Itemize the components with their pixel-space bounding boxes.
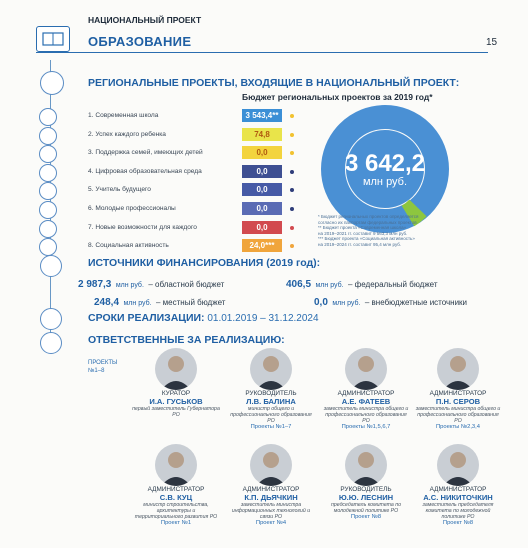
project-icon: [39, 182, 57, 200]
project-value: 0,0: [242, 183, 282, 196]
person-card: [132, 444, 220, 526]
project-dot: [290, 226, 294, 230]
project-label: 4. Цифровая образовательная среда: [88, 167, 202, 175]
person-card: [414, 348, 502, 430]
calendar-icon: [40, 308, 62, 330]
avatar: [250, 348, 292, 390]
project-label: 5. Учитель будущего: [88, 186, 151, 194]
terms: [88, 312, 319, 324]
project-dot: [290, 133, 294, 137]
project-dot: [290, 207, 294, 211]
project-icon: [39, 238, 57, 256]
person-desc: заместитель председателя комитета по молодежной политике РО: [422, 502, 494, 520]
avatar: [155, 444, 197, 486]
project-value: 3 543,4**: [242, 109, 282, 122]
funding-unit: млн руб.: [315, 282, 344, 289]
project-icon: [39, 164, 57, 182]
projects-range: №1–8: [88, 368, 105, 374]
responsible-title: ОТВЕТСТВЕННЫЕ ЗА РЕАЛИЗАЦИЮ:: [88, 334, 285, 346]
person-projects: Проекты №1–7: [250, 424, 292, 430]
header-divider: [36, 52, 488, 53]
regional-title: РЕГИОНАЛЬНЫЕ ПРОЕКТЫ, ВХОДЯЩИЕ В НАЦИОНАЛЬНЫЙ ПРОЕКТ:: [88, 77, 460, 89]
project-value: 0,0: [242, 221, 282, 234]
person-role: РУКОВОДИТЕЛЬ: [340, 486, 392, 493]
project-icon: [39, 145, 57, 163]
avatar: [345, 444, 387, 486]
project-value: 0,0: [242, 165, 282, 178]
funding-num: 2 987,3: [78, 279, 112, 290]
person-name: А.Е. ФАТЕЕВ: [341, 397, 391, 406]
funding-unit: млн руб.: [332, 300, 361, 307]
funding-item: [286, 274, 438, 292]
project-value: 74,8: [242, 128, 282, 141]
project-dot: [290, 188, 294, 192]
project-label: 1. Современная школа: [88, 112, 159, 119]
person-role: АДМИНИСТРАТОР: [337, 390, 395, 397]
person-card: [132, 348, 220, 418]
project-label: 3. Поддержка семей, имеющих детей: [88, 149, 203, 157]
footnote: *** Бюджет проекта «Социальная активность»: [318, 236, 415, 241]
funding-text: – внебюджетные источники: [364, 298, 468, 307]
footnote: согласно их паспортам федеральных проектов: [318, 219, 417, 225]
person-desc: заместитель министра общего и профессионального образования РО: [415, 406, 501, 424]
page-number: 15: [486, 37, 498, 48]
person-projects: Проекты №2,3,4: [436, 424, 480, 430]
person-desc: председатель комитета по молодежной политике РО: [331, 502, 401, 514]
footnote: * Бюджет региональных проектов определяется: [318, 214, 419, 219]
project-dot: [290, 151, 294, 155]
project-icon: [39, 220, 57, 238]
person-role: АДМИНИСТРАТОР: [242, 486, 300, 493]
person-role: РУКОВОДИТЕЛЬ: [245, 390, 297, 397]
funding-num: 406,5: [286, 279, 312, 290]
project-label: 6. Молодые профессионалы: [88, 205, 176, 212]
person-card: [227, 444, 315, 526]
person-name: С.В. КУЦ: [159, 493, 193, 502]
project-label: 2. Успех каждого ребенка: [88, 130, 166, 138]
avatar: [437, 444, 479, 486]
person-name: К.П. ДЬЯЧКИН: [244, 493, 298, 502]
footnote: на 2019–2024 гг. составит 95,4 млн руб.: [318, 241, 402, 247]
terms-label: СРОКИ РЕАЛИЗАЦИИ:: [88, 312, 205, 324]
people-icon: [40, 332, 62, 354]
projects-label: ПРОЕКТЫ: [88, 360, 118, 366]
avatar: [437, 348, 479, 390]
project-label: 7. Новые возможности для каждого: [88, 223, 197, 231]
person-projects: Проекты №1,5,6,7: [341, 424, 391, 430]
funding-text: – федеральный бюджет: [348, 280, 438, 289]
person-role: КУРАТОР: [161, 390, 191, 397]
header-icon: [36, 26, 70, 52]
coins-icon: [40, 255, 62, 277]
person-role: АДМИНИСТРАТОР: [147, 486, 205, 493]
funding-title: ИСТОЧНИКИ ФИНАНСИРОВАНИЯ (2019 год):: [88, 257, 321, 269]
project-dot: [290, 114, 294, 118]
person-projects: Проект №8: [350, 514, 382, 520]
page-title: ОБРАЗОВАНИЕ: [88, 34, 192, 49]
avatar: [250, 444, 292, 486]
project-value: 0,0: [242, 146, 282, 159]
person-projects: Проект №8: [442, 520, 474, 526]
person-desc: заместитель министра общего и профессионального образования РО: [323, 406, 409, 424]
total-value: 3 642,2: [344, 150, 426, 177]
funding-item: [314, 292, 467, 310]
donut-center: [332, 150, 438, 188]
funding-text: – областной бюджет: [148, 280, 225, 289]
person-card: [227, 348, 315, 430]
funding-unit: млн руб.: [115, 282, 144, 289]
network-icon: [40, 71, 64, 95]
project-icon: [39, 201, 57, 219]
funding-text: – местный бюджет: [156, 298, 226, 307]
person-name: И.А. ГУСЬКОВ: [149, 397, 203, 406]
person-desc: первый заместитель Губернатора РО: [132, 406, 220, 418]
person-card: [322, 444, 410, 520]
person-name: П.Н. СЕРОВ: [435, 397, 481, 406]
project-value: 24,0***: [242, 239, 282, 252]
project-dot: [290, 244, 294, 248]
person-name: А.С. НИКИТОЧКИН: [423, 493, 493, 502]
header-kicker: НАЦИОНАЛЬНЫЙ ПРОЕКТ: [88, 15, 202, 25]
total-unit: млн руб.: [362, 176, 408, 188]
footnote: на 2019–2021 гг. составит 9 563,3 млн руб.: [318, 230, 408, 236]
person-role: АДМИНИСТРАТОР: [429, 486, 487, 493]
person-desc: министр общего и профессионального образования РО: [230, 406, 312, 424]
person-projects: Проект №4: [255, 520, 287, 526]
funding-num: 248,4: [94, 297, 120, 308]
funding-item: [78, 274, 224, 292]
funding-item: [94, 292, 225, 310]
person-name: Ю.Ю. ЛЕСНИН: [338, 493, 394, 502]
person-desc: министр строительства, архитектуры и территориального развития РО: [134, 502, 218, 520]
person-card: [414, 444, 502, 526]
terms-value: 01.01.2019 – 31.12.2024: [207, 313, 319, 324]
project-icon: [39, 127, 57, 145]
person-projects: Проект №1: [160, 520, 192, 526]
budget-title: Бюджет региональных проектов за 2019 год*: [242, 92, 433, 102]
person-name: Л.В. БАЛИНА: [246, 397, 296, 406]
avatar: [345, 348, 387, 390]
person-role: АДМИНИСТРАТОР: [429, 390, 487, 397]
project-dot: [290, 170, 294, 174]
funding-unit: млн руб.: [123, 300, 152, 307]
project-icon: [39, 108, 57, 126]
project-label: 8. Социальная активность: [88, 242, 169, 250]
avatar: [155, 348, 197, 390]
person-desc: заместитель министра информационных технологий и связи РО: [231, 502, 311, 520]
person-card: [322, 348, 410, 430]
funding-num: 0,0: [314, 297, 328, 308]
project-value: 0,0: [242, 202, 282, 215]
footnote: ** Бюджет проекта «Современная школа»: [318, 225, 407, 230]
